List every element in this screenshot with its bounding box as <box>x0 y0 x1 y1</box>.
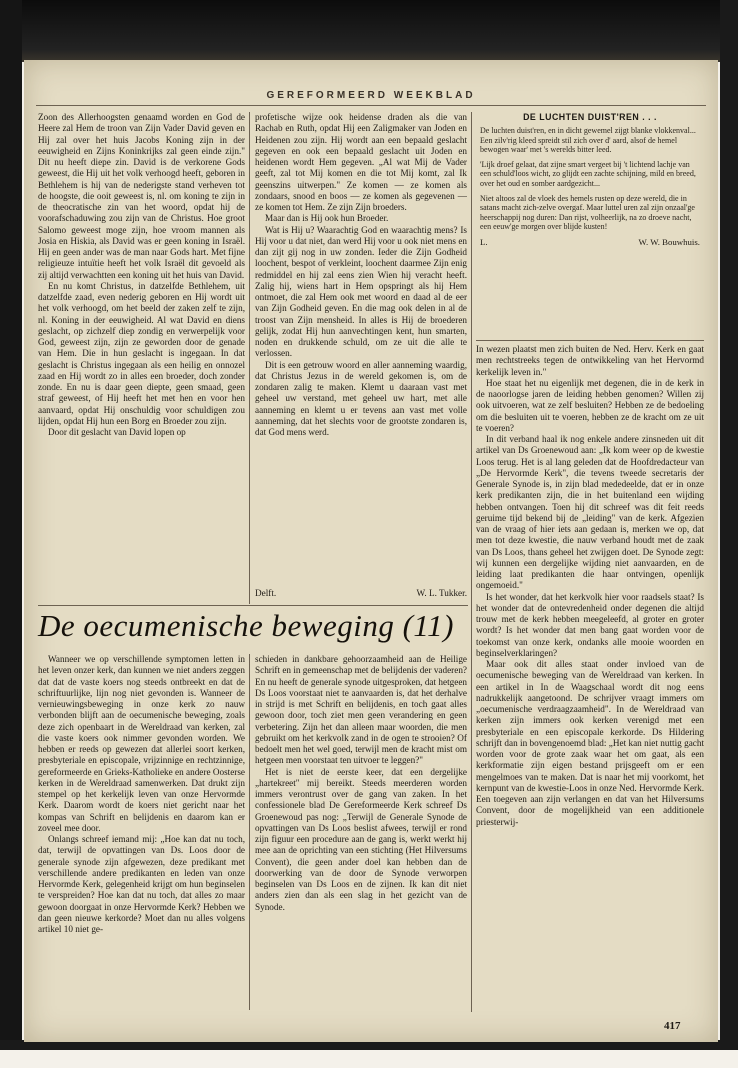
poem-stanza: 'Lijk droef gelaat, dat zijne smart vergeet bij 't lichtend lachje van een schuld'loos wicht, zo glijdt een zachte schijning, mild en breed, over het oud en somber aardgezicht... <box>480 159 696 188</box>
paragraph: Het is niet de eerste keer, dat een dergelijke „hartekreet" mij bereikt. Steeds meerderen worden immers verontrust over de gang van zaken. In het confessionele blad De Gereformeerde Kerk schreef Ds Groenewoud pas nog: „Terwijl de Generale Synode de opvattingen van Ds Loos beslist afwees, terwijl er rond zijn figuur een procedure aan de gang is, werkt werkt hij mee aan de oprichting van een stichting (Het Hilversums Convent), die geen ander doel kan hebben dan de doorwerking van de door de Synode verworpen beginselen van Ds Loos en de zijnen. Ik kan dit niet anders zien dan als een slag in het gezicht van de Synode. <box>255 766 467 912</box>
signature-author: W. L. Tukker. <box>416 588 467 598</box>
header-rule <box>36 105 706 106</box>
article2-title: De oecumenische beweging (11) <box>38 608 454 643</box>
paragraph: Zoon des Allerhoogsten genaamd worden en God de Heere zal Hem de troon van Zijn Vader David geven en Hij zal over het huis Jacobs Koning zijn in der eeuwigheid en Zijns Koninkrijks zal geen einde zijn." Dit nu heeft diepe zin. David is de verkorene Gods geweest, die Hij uit het volk verhoogd heeft, geboren in Bethlehem is hij van de nederigste stand verheven tot de hoogste, die ooit geweest is, nl. om koning te zijn in de theocratische zin van het woord, opdat hij de voorafschaduwing zou zijn van de Christus. Hoe groot Salomo geweest moge zijn, hoe vroom mannen als Josia en Hiskia, als David was er geen koning in Israël. Hij en geen ander was de man naar Gods hart. Met fijne religieuze intuïtie heeft het volk Israël dit gevoeld als zij altijd verwachtten een koning uit het huis van David. <box>38 112 245 280</box>
signature-place: Delft. <box>255 588 277 598</box>
paragraph: Maar ook dit alles staat onder invloed van de oecumenische beweging van de Wereldraad van kerken. In een artikel in In de Waagschaal wordt dit nog eens nadrukkelijk aangetoond. De schrijver vraagt immers om „oecumenische verdraagzaamheid". In de Wereldraad van kerken zijn immers ook kerken verenigd met een presbyteriale en een episcopale kerkorde. Ds Hildering schrijft dan in bovengenoemd blad: „Het kan niet nuttig gacht worden voor de grote zaak waar het om gaat, als een kerkformatie zijn eigen bestand prijsgeeft om er een mengelmoes van te maken. Dat is naar het mij voorkomt, het kernpunt van de kwestie-Loos in onze Ned. Hervormde Kerk. Een toegeven aan zijn verlangen en dat van het Hilversums Convent, door de mogelijkheid van een additionele priesterwij- <box>476 659 704 827</box>
newspaper-page <box>24 60 718 1042</box>
paragraph: En nu komt Christus, in datzelfde Bethlehem, uit datzelfde zaad, even nederig geboren en Hij wordt uit het volk verhoogd, om het beeld der zaken zelf te zijn, nl. Koning in der eeuwigheid. Al wat David en diens geslacht, op zichzelf diep zondig en verwerpelijk voor God, geweest zijn, zijn ze geworden door de genade van Hem. Die in hun geslacht is ingegaan. In dat geslacht is Christus ingegaan als een heilig en onnozel zaad en Hij wordt zo in alles een broeder, doch zonder zonde. En nu is daar geen diepte, geen smaad, geen straf geweest, of Hij heeft het met hen en voor hen aanvaard, opdat Hij onschuldig voor schuldigen zou lijden, opdat Hij hun een Borg en Broeder zou zijn. <box>38 280 245 426</box>
scanner-shadow-top <box>0 0 738 62</box>
article1-column1 <box>38 112 245 438</box>
article-divider <box>38 605 468 606</box>
poem-sig-left: L. <box>480 236 488 247</box>
paragraph: Maar dan is Hij ook hun Broeder. <box>265 213 389 224</box>
paragraph: Hoe staat het nu eigenlijk met degenen, die in de kerk in de naoorlogse jaren de leiding hebben genomen? Willen zij ook uitvoeren, wat ze zelf besluiten? Hebben ze de bedoeling om die besluiten uit te voeren, hebben ze de kracht om ze uit te voeren? <box>476 377 704 433</box>
poem-stanza: Niet altoos zal de vloek des hemels rusten op deze wereld, die in satans macht zich-zelve overgaf. Maar luttel uren zal zijn onzaal'ge heerschappij nog duren: Dan rijst, volheerlijk, na zo droeve nacht, een eeuw'ge morgen over blijde kusten! <box>480 193 695 232</box>
paragraph: Wanneer we op verschillende symptomen letten in het leven onzer kerk, dan kunnen we niet anders zeggen dat dat de vaste koers nog steeds ontbreekt en dat de schriftuurlijke, lijn nog niet gevonden is. Wanneer de vernieuwingsbeweging in onze kerk zo nauw verbonden blijft aan de oecumenische beweging, zoals deze zich openbaart in de Wereldraad van kerken, zal die vaste koers ook nimmer gevonden worden. We hebben er reeds op gewezen dat allerlei soort kerken, presbyteriale en episcopale, vrijzinnige en rechtzinnige, gereformeerde en Grieks-Katholieke en andere Oosterse kerken in de Wereldraad samenwerken. Dat drukt zijn stempel op het kerkelijk leven van onze Hervormde Kerk. Daarom wordt de koers niet gericht naar het kompas van Schrift en belijdenis en daarom kan er zoveel mee door. <box>38 654 245 833</box>
paragraph: Dit is een getrouw woord en aller aanneming waardig, dat Christus Jezus in de wereld gekomen is, om de zondaren zalig te maken. Klemt u daaraan vast met geheel uw verstand, met geheel uw hart, met alle aanneming en klemt u er tevens aan vast met volle aanneming, dat het slechts voor de grootste zondaren is, dat God mens werd. <box>255 359 467 437</box>
paragraph: In dit verband haal ik nog enkele andere zinsneden uit dit artikel van Ds Groenewoud aan: „Ik kom weer op de kwestie Loos terug. Het is al lang geleden dat de Hoofdredacteur van „De Hervormde Kerk", die tevens tweede secretaris der Generale Synode is, in zijn blad mededeelde, dat er in onze kerk predikanten zijn, die in het buitenland een wijding hebben ontvangen. Toen hij dit schreef was dit feit reeds geruime tijd bekend bij de „leiding" van de kerk. Afgezien van de vraag of hier iets aan gedaan is, merken we op, dat men tot deze kwestie, die nauw verband houdt met de zaak van Ds Loos, thans geheel het zwijgen doet. De Synode zegt: wij kunnen een dergelijke wijding niet aanvaarden, en de leiding laat predikanten die haar ontvingen, openlijk ongemoeid." <box>476 434 704 591</box>
scanner-shadow-left <box>0 0 22 1050</box>
paragraph: In wezen plaatst men zich buiten de Ned. Herv. Kerk en gaat men rechtstreeks tegen de ontwikkeling van het Hervormd kerkelijk leven in." <box>476 344 704 377</box>
scanner-shadow-right <box>720 0 738 1050</box>
paragraph: schieden in dankbare gehoorzaamheid aan de Heilige Schrift en in gemeenschap met de belijdenis der vaderen? En nu heeft de generale synode uitgesproken, dat hetgeen Ds Loos voorstaat niet te aanvaarden is, dat het derhalve in strijd is met Schrift en belijdenis, en toch gaat alles gewoon door, toch ziet men geen verandering en geen verbetering. Zijn het dan alleen maar woorden, die men gebruikt om het kerkvolk zand in de ogen te strooien? Of bedoelt men het wel goed, terwijl men de kracht mist om hetgeen men voorstaat ten uitvoer te leggen?" <box>255 654 467 766</box>
paragraph: profetische wijze ook heidense draden als die van Rachab en Ruth, opdat Hij een Zaligmaker van Joden en Heidenen zou zijn. Hij wordt aan een bepaald geslacht gegeven en ook een bepaald geslacht uit Joden en heidenen wordt Hem gegeven. „Al wat Mij de Vader geeft, zal tot Mij komen en die tot Mij komt, zal Ik geenszins uitwerpen." Ze komen — ze komen als zondaars, snood en boos — ze komen als gegevenen — ze komen tot Hem. Ze zijn Zijn broeders. <box>255 112 467 212</box>
poem-title: DE LUCHTEN DUIST'REN . . . <box>523 112 657 122</box>
page-number: 417 <box>664 1020 681 1032</box>
paragraph: Door dit geslacht van David lopen op <box>48 427 186 437</box>
column-rule <box>249 112 250 604</box>
article2-column2 <box>255 654 467 913</box>
article2-column1 <box>38 654 245 935</box>
poem-sig-right: W. W. Bouwhuis. <box>638 236 700 247</box>
poem-box <box>476 112 704 342</box>
column3-text <box>476 344 704 828</box>
poem-signature <box>480 237 700 247</box>
poem-bottom-rule <box>476 340 704 341</box>
column-rule <box>471 112 472 1012</box>
paragraph: Is het wonder, dat het kerkvolk hier voor raadsels staat? Is het wonder dat de ontevredenheid onder degenen die altijd trouw met de kerk hebben meegeleefd, al groter en groter wordt? Is het wonder dat men bang gaat worden voor de toekomst van onze kerk, ondanks alle mooie woorden en beginselverklaringen? <box>476 591 704 658</box>
article1-column2 <box>255 112 467 438</box>
column-rule <box>249 654 250 1010</box>
paragraph: Wat is Hij u? Waarachtig God en waarachtig mens? Is Hij voor u dat niet, dan werd Hij voor u ook niet mens en dan zijt gij nog in uw zonden. Ieder die Zijn Godheid loochent, bespot of verkleint, loochent daarmee Zijn enig redmiddel en hij zal eens zien Wien hij veracht heeft. Zalig hij, wiens hart in Hem opspringt als hij Hem ontmoet, die zal Hem ook met woord en daad al de eer van Zijn Godheid geven. En die mag ook delen in al de troost van Zijn mensheid. In alles is Hij de broederen gelijk, zodat Hij hun aanvechtingen kent, hun smarten, noden en drukkende schuld, om ze uit die alle te verlossen. <box>255 224 467 359</box>
article1-signature <box>255 588 467 598</box>
page-header: GEREFORMEERD WEEKBLAD <box>266 90 476 101</box>
paragraph: Onlangs schreef iemand mij: „Hoe kan dat nu toch, dat, terwijl de opvattingen van Ds. Loos door de generale synode zijn afgewezen, deze predikant met verschillende andere predikanten en leden van onze Hervormde Kerk, gelegenheid krijgt om hun beginselen te verspreiden? Hoe kan dat nu toch, dat alles zo maar gewoon doorgaat in onze Hervormde Kerk? Hebben we dan geen nieuwe kerkorde? Moet dan nu alles volgens artikel 10 niet ge- <box>38 834 245 934</box>
poem-stanza: De luchten duist'ren, en in dicht gewemel zijgt blanke vlokkenval... Een zilv'rig kleed spreidt stil zich over d' aard, alsof de hemel bewogen waar' met 's werelds bitter leed. <box>480 126 696 155</box>
